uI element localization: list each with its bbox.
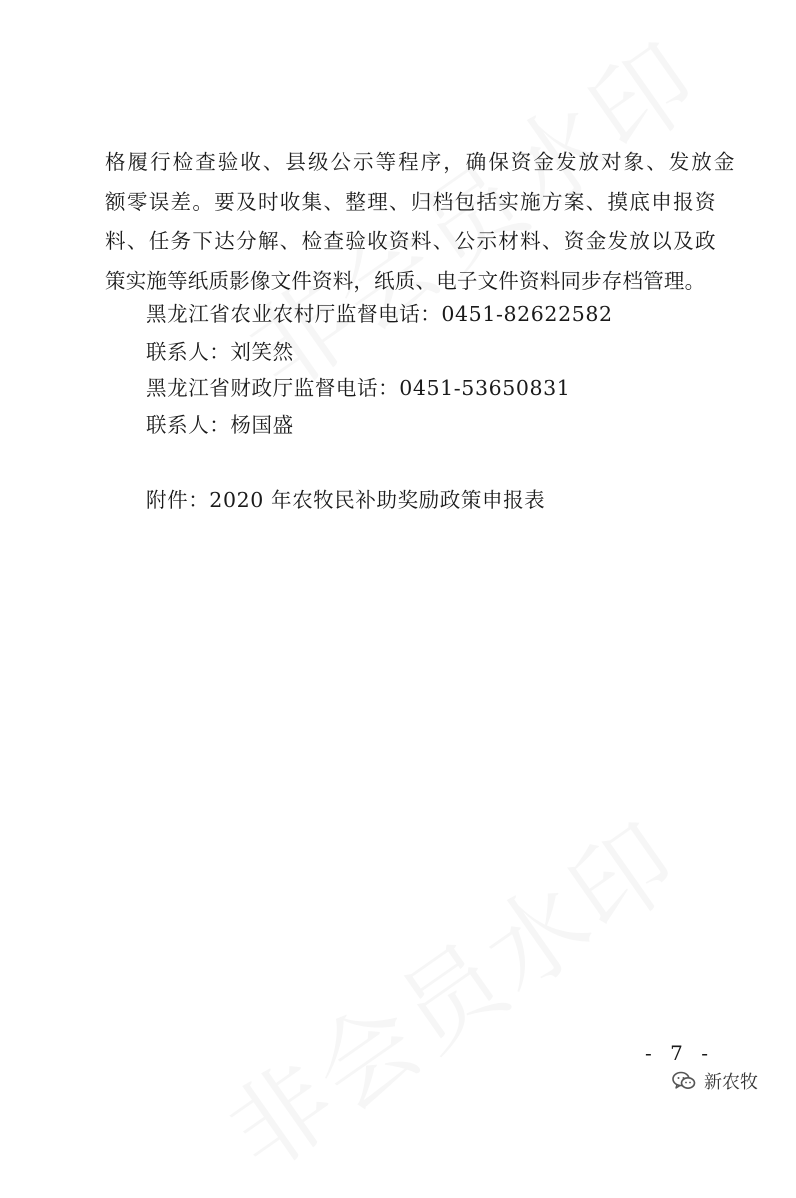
wechat-icon: [672, 1071, 696, 1091]
paragraph-line-3: 料、任务下达分解、检查验收资料、公示材料、资金发放以及政: [105, 229, 717, 253]
paragraph-line-2: 额零误差。要及时收集、整理、归档包括实施方案、摸底申报资: [105, 190, 717, 214]
paragraph-line-4: 策实施等纸质影像文件资料，纸质、电子文件资料同步存档管理。: [105, 269, 706, 293]
page-number: - 7 -: [645, 1041, 714, 1065]
brand-badge[interactable]: [672, 1068, 758, 1094]
brand-label: 新农牧: [704, 1072, 758, 1093]
paragraph-line-1: 格履行检查验收、县级公示等程序，确保资金发放对象、发放金: [105, 150, 737, 174]
attachment-line: 附件：2020 年农牧民补助奖励政策申报表: [146, 488, 546, 512]
watermark-bottom: [195, 782, 704, 1198]
agri-dept-phone: 黑龙江省农业农村厅监督电话：0451-82622582: [146, 302, 613, 326]
agri-dept-contact: 联系人：刘笑然: [146, 340, 294, 364]
finance-dept-phone: 黑龙江省财政厅监督电话：0451-53650831: [146, 376, 571, 400]
finance-dept-contact: 联系人：杨国盛: [146, 413, 294, 437]
